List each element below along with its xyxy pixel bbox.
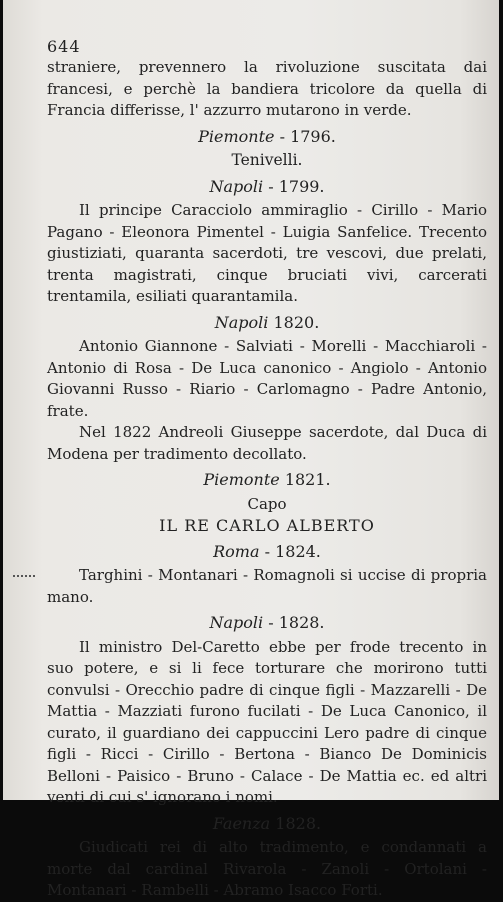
page-number: 644 — [47, 37, 81, 56]
heading-year: 1821. — [284, 470, 331, 489]
opening-paragraph: straniere, prevennero la rivoluzione suscitata dai francesi, e perchè la bandiera tricolore da quella di Francia differisse, l' azzurro mutarono in verde. — [47, 58, 487, 119]
heading-year: - 1796. — [279, 126, 336, 146]
section-heading-roma-1824 — [47, 541, 487, 563]
section-heading-napoli-1820 — [47, 312, 487, 334]
heading-year: - 1824. — [264, 541, 321, 561]
heading-place: Piemonte — [198, 126, 275, 146]
section-napoli-1820-note: Nel 1822 Andreoli Giuseppe sacerdote, dal Duca di Modena per tradimento decollato. — [47, 423, 487, 463]
section-piemonte-1821-capo: Capo — [247, 494, 287, 513]
section-napoli-1820-text: Antonio Giannone - Salviati - Morelli - Macchiaroli - Antonio di Rosa - De Luca canonico - Angiolo - Antonio Giovanni Russo - Riario - Carlomagno - Padre Antonio, frate. — [47, 337, 487, 420]
book-page — [3, 0, 499, 899]
section-heading-napoli-1828 — [47, 612, 487, 634]
section-heading-faenza-1828 — [47, 813, 487, 835]
section-napoli-1828-text: Il ministro Del-Caretto ebbe per frode trecento in suo potere, e si li fece torturare che morirono tutti convulsi - Orecchio padre di cinque figli - Mazzarelli - De Mattia - Mazziati furono fucilati - De Luca Canonico, il curato, il guardiano dei cappuccini Lero padre di cinque figli - Ricci - Cirillo - Bertona - Bianco De Dominicis Belloni - Paisico - Bruno - Calace - De Mattia ec. ed altri venti di cui s' ignorano i nomi. — [47, 637, 487, 806]
section-heading-napoli-1799 — [47, 176, 487, 198]
section-roma-1824-row — [47, 565, 487, 608]
heading-year: 1820. — [273, 312, 320, 332]
margin-mark — [13, 575, 35, 579]
section-piemonte-1821-king: IL RE CARLO ALBERTO — [159, 516, 375, 535]
heading-place: Piemonte — [203, 470, 280, 489]
heading-place: Roma — [213, 541, 260, 561]
section-heading-piemonte-1821 — [47, 469, 487, 491]
heading-place: Napoli — [209, 176, 264, 196]
section-napoli-1799-text: Il principe Caracciolo ammiraglio - Cirillo - Mario Pagano - Eleonora Pimentel - Luigia Sanfelice. Trecento giustiziati, quaranta sacerdoti, tre vescovi, due prelati, trenta magistrati, cinque bruciati vivi, carcerati trentamila, esiliati quarantamila. — [47, 201, 487, 305]
heading-place: Napoli — [209, 613, 264, 632]
heading-year: - 1799. — [268, 176, 325, 196]
heading-year: 1828. — [275, 813, 322, 833]
section-piemonte-1796-name: Tenivelli. — [231, 151, 303, 169]
section-faenza-1828-text: Giudicati rei di alto tradimento, e condannati a morte dal cardinal Rivarola - Zanoli - Ortolani - Montanari - Rambelli - Abramo Isacco Forti. — [47, 838, 487, 899]
heading-year: - 1828. — [268, 613, 325, 632]
heading-place: Napoli — [214, 312, 269, 332]
heading-place: Faenza — [212, 813, 271, 833]
section-roma-1824-text: Targhini - Montanari - Romagnoli si uccise di propria mano. — [47, 566, 487, 606]
section-heading-piemonte-1796 — [47, 126, 487, 148]
page-text-block — [47, 37, 487, 902]
